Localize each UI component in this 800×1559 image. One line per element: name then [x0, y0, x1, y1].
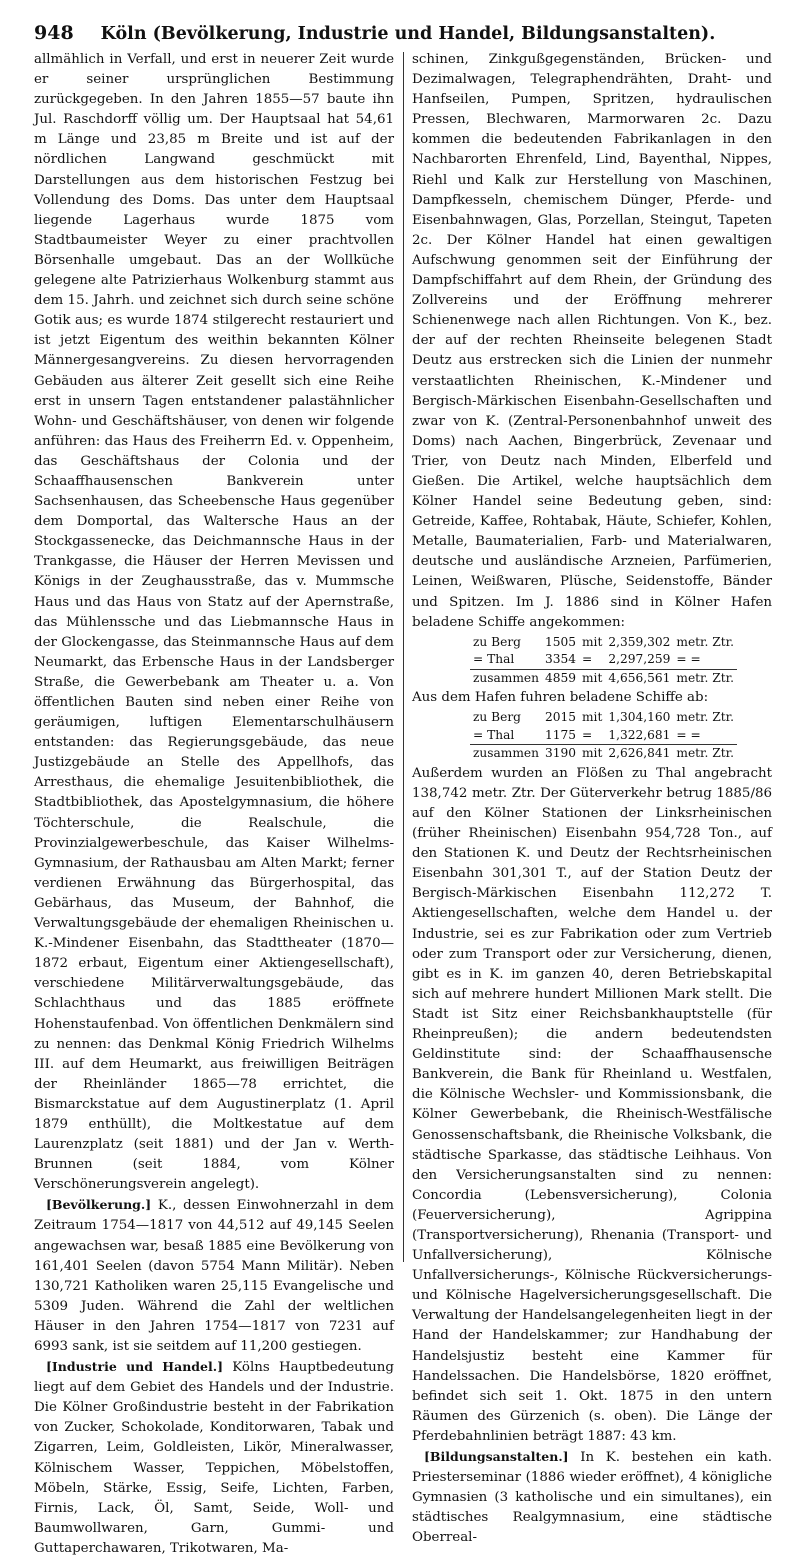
paragraph-architecture: allmählich in Verfall, und erst in neuerer Zeit wurde er seiner ursprünglichen Bestimmung zurückgegeben. In den Jahren 1855—57 baute ihn Jul. Raschdorff völlig um. Der Hauptsaal hat 54,61 m Länge und 23,85 m Breite und ist auf der nördlichen Langwand geschmückt mit Darstellungen aus dem historischen Festzug bei Vollendung des Doms. Das unter dem Hauptsaal liegende Lagerhaus wurde 1875 vom Stadtbaumeister Weyer zu einer prachtvollen Börsenhalle umgebaut. Das an der Wollküche gelegene alte Patrizierhaus Wolkenburg stammt aus dem 15. Jahrh. und zeichnet sich durch seine schöne Gotik aus; es wurde 1874 stilgerecht restauriert und ist jetzt Eigentum des weithin bekannten Kölner Männergesangvereins. Zu diesen hervorragenden Gebäuden aus älterer Zeit gesellt sich eine Reihe erst in unsern Tagen entstandener palastähnlicher Wohn- und Geschäftshäuser, von denen wir folgende anführen: das Haus des Freiherrn Ed. v. Oppenheim, das Geschäftshaus der Colonia und der Schaaffhausenschen Bankverein unter Sachsenhausen, das Scheebensche Haus gegenüber dem Domportal, das Waltersche Haus an der Stockgassenecke, das Deichmannsche Haus in der Trankgasse, die Häuser der Herren Mevissen und Königs in der Zeughausstraße, das v. Mummsche Haus und das Haus von Statz auf der Apernstraße, das Mühlenssche und das Liebmannsche Haus in der Glockengasse, das Steinmannsche Haus auf dem Neumarkt, das Erbensche Haus in der Landsberger Straße, die Gewerbebank am Theater u. a. Von öffentlichen Bauten sind neben einer Reihe von geräumigen, luftigen Elementarschulhäusern entstanden: das Regierungsgebäude, das neue Justizgebäude an Stelle des Appellhofs, das Arresthaus, die ehemalige Jesuitenbibliothek, die Stadtbibliothek, das Apostelgymnasium, die höhere Töchterschule, die Realschule, die Provinzialgewerbeschule, das Kaiser Wilhelms-Gymnasium, der Rathausbau am Alten Markt; ferner verdienen Erwähnung das Bürgerhospital, das Gebärhaus, das Museum, der Bahnhof, die Verwaltungsgebäude der ehemaligen Rheinischen u. K.-Mindener Eisenbahn, das Stadttheater (1870—1872 erbaut, Eigentum einer Aktiengesellschaft), verschiedene Militärverwaltungsgebäude, das Schlachthaus und das 1885 eröffnete Hohenstaufenbad. Von öffentlichen Denkmälern sind zu nennen: das Denkmal König Friedrich Wilhelms III. auf dem Heumarkt, aus freiwilligen Beiträgen der Rheinländer 1865—78 errichtet, die Bismarckstatue auf dem Augustinerplatz (1. April 1879 enthüllt), die Moltkestatue auf dem Laurenzplatz (seit 1881) und der Jan v. Werth-Brunnen (seit 1884, vom Kölner Verschönerungsverein angelegt).: [34, 52, 394, 1193]
table-cell-v: 2,359,302: [608, 634, 671, 649]
table-cell-pre: = Thal: [473, 727, 515, 742]
page-number: 948: [34, 22, 74, 44]
table-cell-n: 1505: [544, 634, 576, 649]
table-cell-n: 1175: [544, 727, 576, 742]
section-heading-population: [Bevölkerung.]: [46, 1197, 152, 1213]
table-cell-v: 2,297,259: [608, 652, 671, 667]
table-cell-unit: = =: [676, 727, 701, 742]
arrivals-table: [470, 634, 737, 688]
left-column: [34, 50, 394, 1556]
page-header: [34, 22, 772, 48]
paragraph-industry: [34, 1357, 394, 1559]
table-cell-v: 1,322,681: [608, 727, 671, 742]
table-row: [470, 651, 737, 669]
right-column: [412, 50, 772, 1546]
table-cell-v: 2,626,841: [605, 745, 673, 763]
table-cell-pre: = Thal: [473, 652, 515, 667]
table-cell-v: 1,304,160: [608, 710, 671, 725]
paragraph-commerce: Außerdem wurden an Flößen zu Thal angebracht 138,742 metr. Ztr. Der Güterverkehr betrug 1885/86 auf den Kölner Stationen der Linksrheinischen (früher Rheinischen) Eisenbahn 954,728 Ton., auf den Stationen K. und Deutz der Rechtsrheinischen Eisenbahn 301,301 T., auf der Station Deutz der Bergisch-Märkischen Eisenbahn 112,272 T. Aktiengesellschaften, welche dem Handel u. der Industrie, sei es zur Fabrikation oder zum Vertrieb oder zum Transport oder zur Versicherung, dienen, gibt es in K. im ganzen 40, deren Betriebskapital sich auf mehrere hundert Millionen Mark stellt. Die Stadt ist Sitz einer Reichsbankhauptstelle (für Rheinpreußen); die andern bedeutendsten Geldinstitute sind: der Schaaffhausensche Bankverein, die Bank für Rheinland u. Westfalen, die Kölnische Wechsler- und Kommissionsbank, die Kölner Gewerbebank, die Rheinisch-Westfälische Genossenschaftsbank, die Rheinische Volksbank, die städtische Sparkasse, das städtische Leihhaus. Von den Versicherungsanstalten sind zu nennen: Concordia (Lebensversicherung), Colonia (Feuerversicherung), Agrippina (Transportversicherung), Rhenania (Transport- und Unfallversicherung), Kölnische Unfallversicherungs-, Kölnische Rückversicherungs- und Kölnische Hagelversicherungsgesellschaft. Die Verwaltung der Handelsangelegenheiten liegt in der Hand der Handelskammer; zur Handhabung der Handelsjustiz besteht eine Kammer für Handelssachen. Die Handelsbörse, 1820 eröffnet, befindet sich seit 1. Okt. 1875 in den untern Räumen des Gürzenich (s. oben). Die Länge der Pferdebahnlinien beträgt 1887: 43 km.: [412, 765, 772, 1444]
table-cell-n: 2015: [544, 710, 576, 725]
table-row: [470, 709, 737, 727]
column-divider: [403, 52, 404, 1262]
section-heading-industry: [Industrie und Handel.]: [46, 1359, 224, 1375]
table-cell-mit: mit: [579, 669, 605, 687]
paragraph-population-text: K., dessen Einwohnerzahl in dem Zeitraum 1754—1817 von 44,512 auf 49,145 Seelen angewachsen war, besaß 1885 eine Bevölkerung von 161,401 Seelen (davon 5754 Mann Militär). Neben 130,721 Katholiken waren 25,115 Evangelische und 5309 Juden. Während die Zahl der weltlichen Häuser in den Jahren 1754—1817 von 7231 auf 6993 sank, ist sie seitdem auf 11,200 gestiegen.: [34, 1198, 394, 1354]
table-cell-n: 3190: [542, 745, 579, 763]
table-cell-n: 3354: [544, 652, 576, 667]
table-cell-v: 4,656,561: [605, 669, 673, 687]
paragraph-departures-intro: Aus dem Hafen fuhren beladene Schiffe ab:: [412, 690, 709, 706]
table-cell-unit: = =: [676, 652, 701, 667]
paragraph-education-text: In K. bestehen ein kath. Priesterseminar (1886 wieder eröffnet), 4 königliche Gymnasien (3 katholische und ein simultanes), ein städtisches Realgymnasium, eine städtische Oberreal-: [412, 1450, 772, 1546]
table-cell-mit: mit: [579, 745, 605, 763]
table-cell-pre: zu Berg: [473, 634, 521, 649]
paragraph-education: [412, 1447, 772, 1548]
table-cell-pre: zusammen: [470, 669, 542, 687]
table-cell-unit: metr. Ztr.: [676, 710, 735, 725]
table-cell-mit: =: [582, 652, 593, 667]
paragraph-trade: schinen, Zinkgußgegenständen, Brücken- und Dezimalwagen, Telegraphendrähten, Draht- und Hanfseilen, Pumpen, Spritzen, hydraulischen Pressen, Blechwaren, Marmorwaren 2c. Dazu kommen die bedeutenden Fabrikanlagen in den Nachbarorten Ehrenfeld, Lind, Bayenthal, Nippes, Riehl und Kalk zur Herstellung von Maschinen, Dampfkesseln, chemischem Dünger, Pferde- und Eisenbahnwagen, Glas, Porzellan, Steingut, Tapeten 2c. Der Kölner Handel hat einen gewaltigen Aufschwung genommen seit der Einführung der Dampfschiffahrt auf dem Rhein, der Gründung des Zollvereins und der Eröffnung mehrerer Schienenwege nach allen Richtungen. Von K., bez. der auf der rechten Rheinseite belegenen Stadt Deutz aus erstrecken sich die Linien der nunmehr verstaatlichten Rheinischen, K.-Mindener und Bergisch-Märkischen Eisenbahn-Gesellschaften und zwar von K. (Zentral-Personenbahnhof unweit des Doms) nach Aachen, Bingerbrück, Zevenaar und Trier, von Deutz nach Minden, Elberfeld und Gießen. Die Artikel, welche hauptsächlich dem Kölner Handel seine Bedeutung geben, sind: Getreide, Kaffee, Rohtabak, Häute, Schiefer, Kohlen, Metalle, Baumaterialien, Farb- und Materialwaren, deutsche und ausländische Arzneien, Parfümerien, Leinen, Weißwaren, Plüsche, Seidenstoffe, Bänder und Spitzen. Im J. 1886 sind in Kölner Hafen beladene Schiffe angekommen:: [412, 52, 772, 630]
table-row: [470, 634, 737, 652]
table-cell-mit: mit: [582, 634, 603, 649]
table-cell-pre: zu Berg: [473, 710, 521, 725]
table-cell-mit: mit: [582, 710, 603, 725]
running-title: Köln (Bevölkerung, Industrie und Handel, Bildungsanstalten).: [100, 24, 716, 44]
paragraph-industry-text: Kölns Hauptbedeutung liegt auf dem Gebiet des Handels und der Industrie. Die Kölner Großindustrie besteht in der Fabrikation von Zucker, Schokolade, Konditorwaren, Tabak und Zigarren, Leim, Goldleisten, Likör, Mineralwasser, Kölnischem Wasser, Teppichen, Möbelstoffen, Möbeln, Stärke, Essig, Seife, Lichten, Farben, Firnis, Lack, Öl, Samt, Seide, Woll- und Baumwollwaren, Garn, Gummi- und Guttaperchawaren, Trikotwaren, Ma-: [34, 1360, 394, 1556]
table-cell-n: 4859: [542, 669, 579, 687]
table-row: [470, 669, 737, 687]
table-cell-mit: =: [582, 727, 593, 742]
paragraph-population: [34, 1195, 394, 1357]
departures-table: [470, 709, 737, 763]
table-row: [470, 745, 737, 763]
table-cell-unit: metr. Ztr.: [673, 745, 737, 763]
table-cell-unit: metr. Ztr.: [673, 669, 737, 687]
table-cell-unit: metr. Ztr.: [676, 634, 735, 649]
table-row: [470, 727, 737, 745]
table-cell-pre: zusammen: [470, 745, 542, 763]
section-heading-education: [Bildungsanstalten.]: [424, 1449, 569, 1464]
